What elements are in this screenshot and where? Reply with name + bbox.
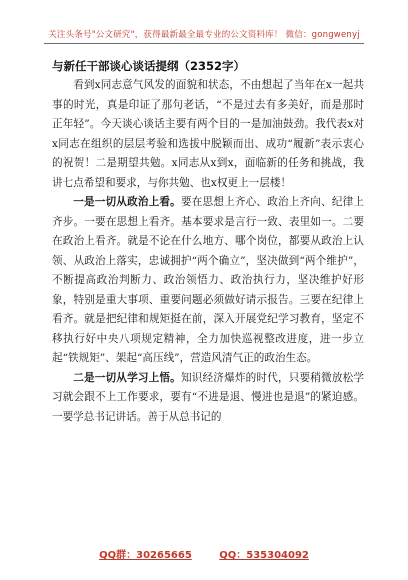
paragraph-text: 要在思想上齐心、政治上齐向、纪律上齐步。一要在思想上看齐。基本要求是言行一致、表里如一。二要在政治上看齐。就是不论在什么地方、哪个岗位，都要从政治上认领、从政治上落实，忠诚拥护“两个确立”，坚决做到“两个维护”，不断提高政治判断力、政治领悟力、政治执行力，坚决维护好形象，特别是重大事项、重要问题必须做好请示报告。三要在纪律上看齐。就是把纪律和规矩挺在前，深入开展党纪学习教育，坚定不移执行好中央八项规定精神，全力加快巡视整改进度，进一步立起“铁规矩”、架起“高压线”，营造风清气正的政治生态。 [52, 196, 365, 364]
footer-qq-group: QQ群：30265665 [99, 550, 192, 561]
section-heading: 二是一切从学习上悟。 [73, 371, 181, 384]
header-banner [0, 22, 408, 44]
section-heading: 一是一切从政治上看。 [73, 196, 181, 208]
paragraph-intro [52, 76, 364, 193]
paragraph-text: 知识经济爆炸的时代，只要稍微放松学习就会跟不上工作要求，要有“不进是退、慢进也是退”的紧迫感。一要学总书记讲话。善于从总书记的 [52, 371, 365, 423]
banner-text: 关注头条号"公文研究"，获得最新最全最专业的公文资料库！ 微信：gongwenyj [44, 28, 364, 44]
footer [0, 546, 408, 561]
paragraph-section-2 [52, 369, 364, 428]
document-body [52, 76, 364, 427]
document-title: 与新任干部谈心谈话提纲（2352字） [52, 59, 246, 73]
paragraph-section-1 [52, 193, 364, 369]
footer-qq: QQ：535304092 [219, 550, 309, 561]
paragraph-text: 看到x同志意气风发的面貌和状态，不由想起了当年在x一起共事的时光，真是印证了那句老话，“不是过去有多美好，而是那时正年轻”。今天谈心谈话主要有两个目的一是加油鼓劲。我代表x对x同志在组织的层层考验和选拔中脱颖而出、成功“履新”表示衷心的祝贺！二是期望共勉。x同志从x到x，面临新的任务和挑战，我讲七点希望和要求，与你共勉、也x权更上一层楼！ [52, 79, 364, 189]
